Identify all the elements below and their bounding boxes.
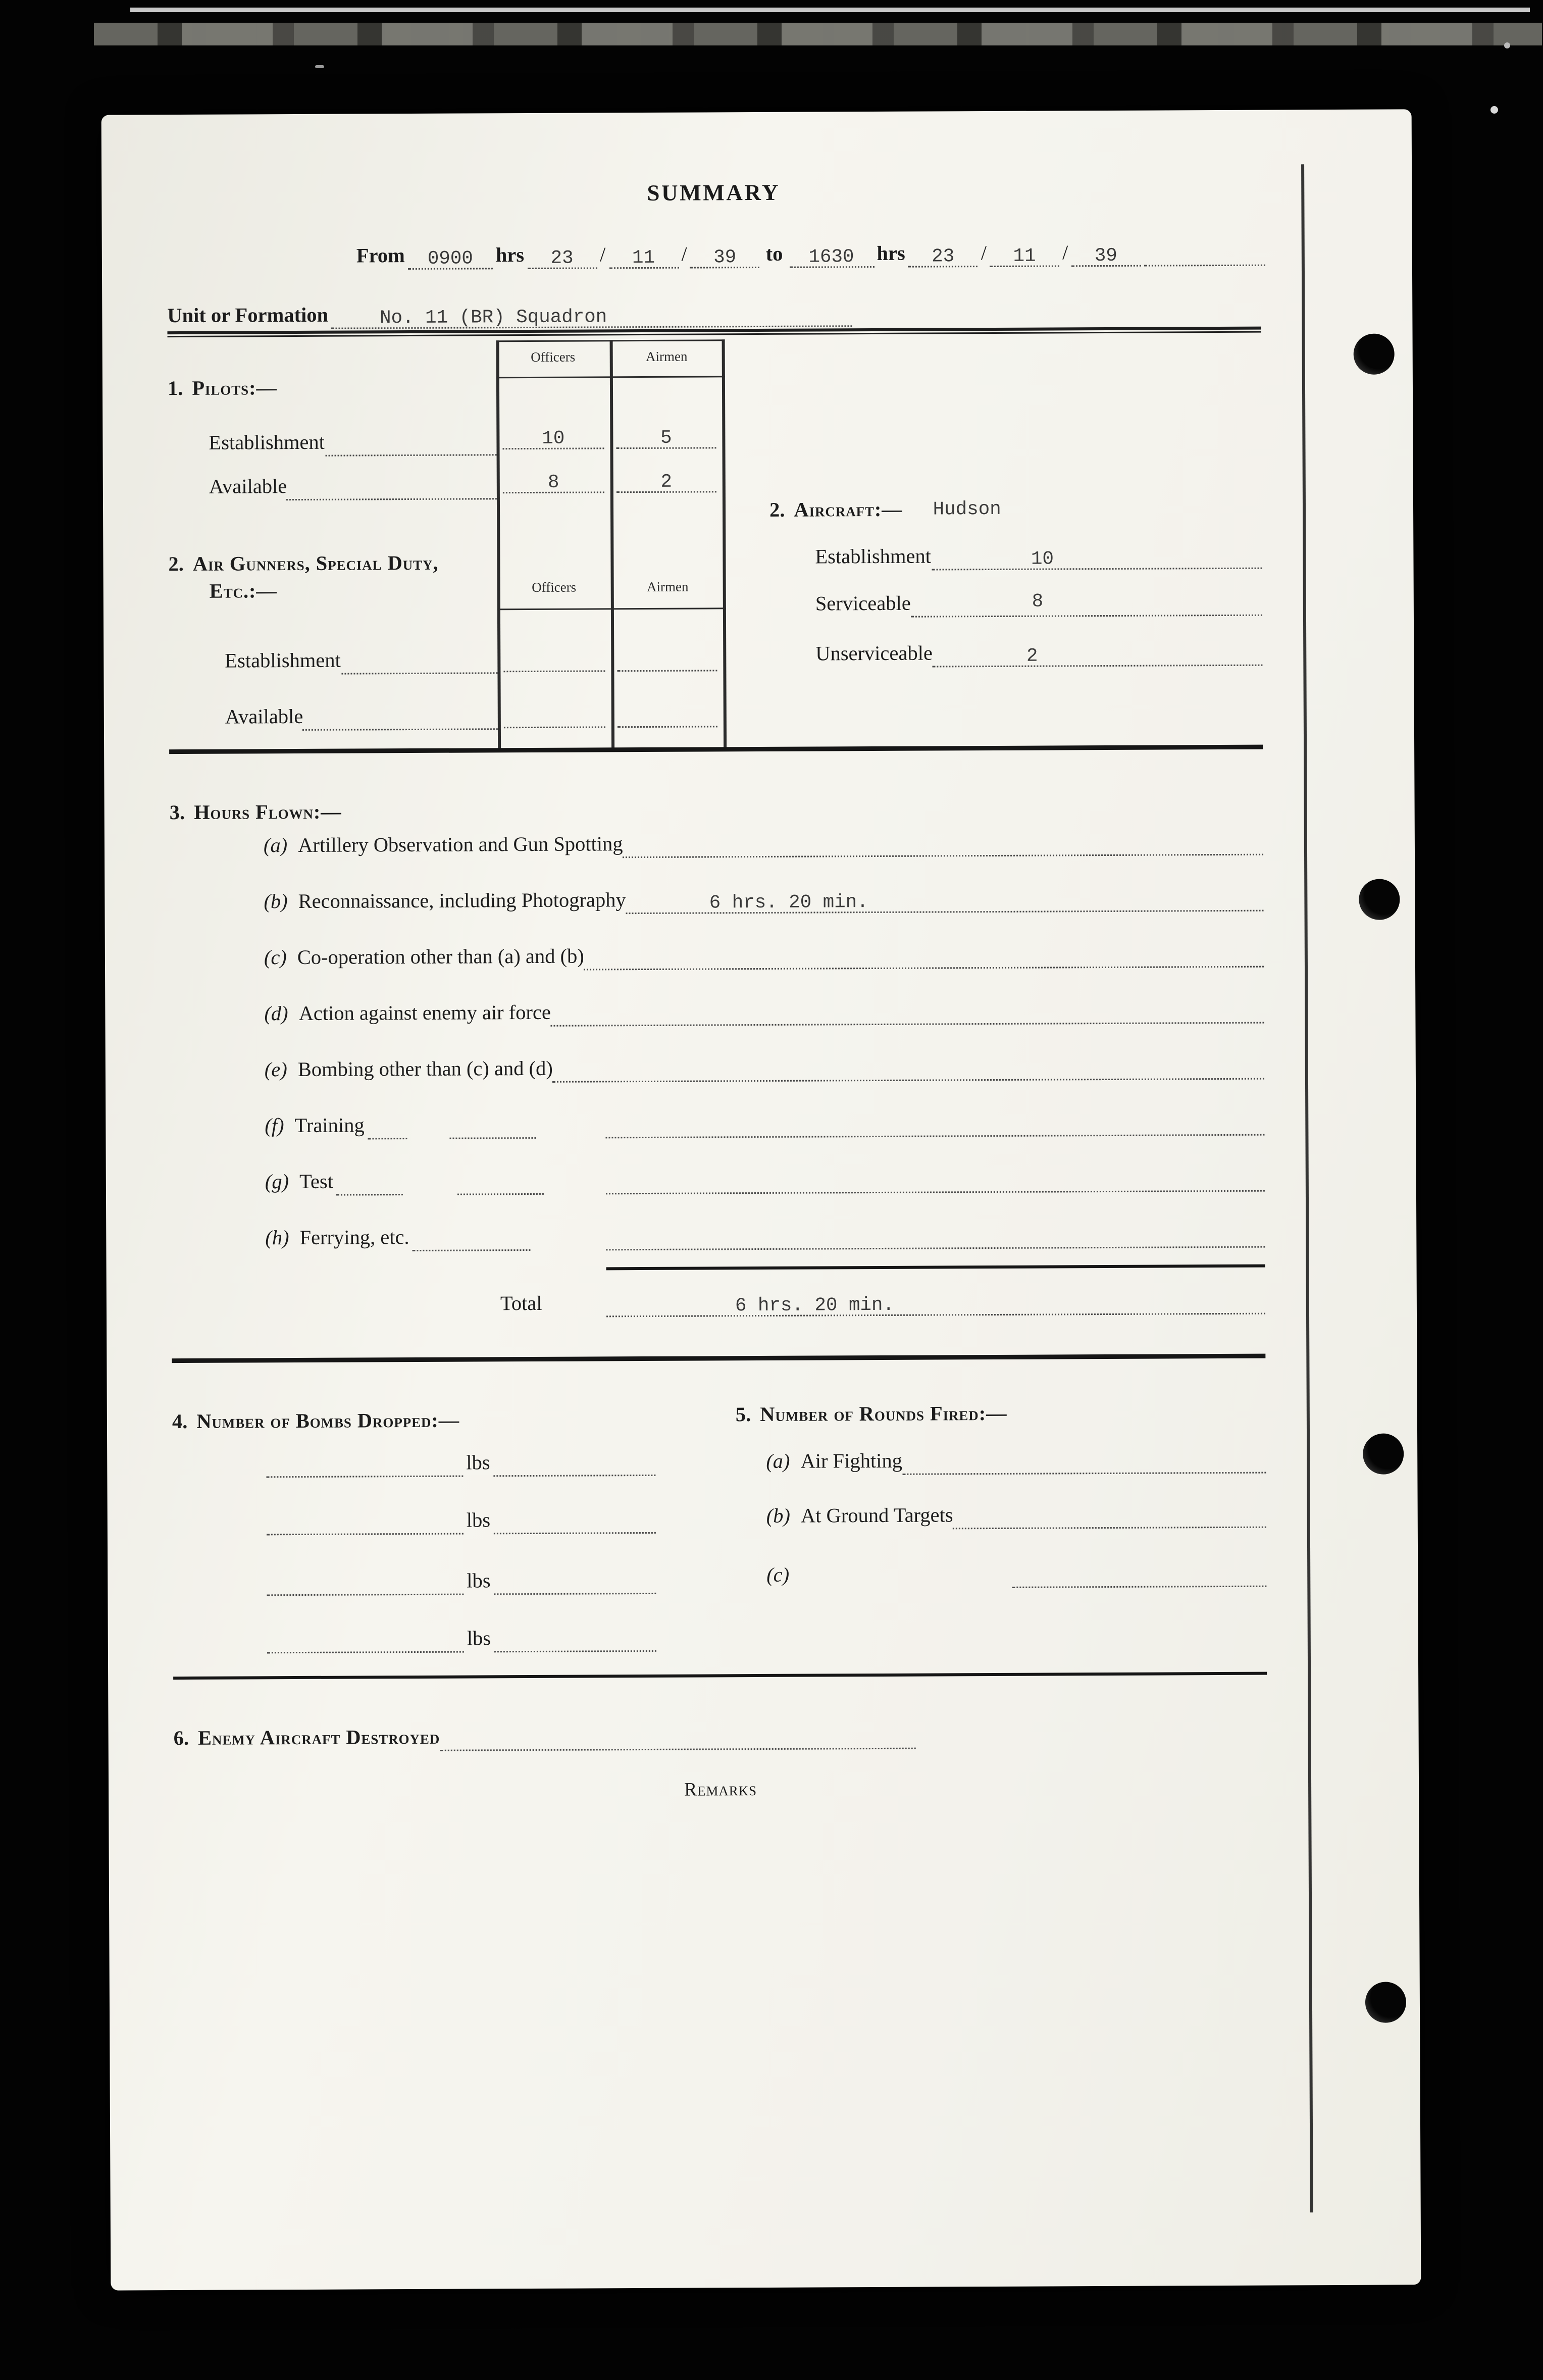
cell-dotted-field — [503, 470, 604, 493]
item-key: (e) — [264, 1058, 287, 1081]
dotted-leader — [287, 477, 497, 500]
unit-line — [167, 299, 852, 330]
gunners-available-row — [225, 702, 498, 731]
cell-dotted-field — [504, 705, 605, 728]
hours-flown-row-e — [265, 1052, 1264, 1084]
total-value: 6 hrs. 20 min. — [735, 1294, 895, 1317]
dotted-segment — [336, 1173, 403, 1196]
to-year-value: 39 — [1094, 245, 1117, 267]
cell-dotted-field — [617, 648, 717, 672]
table-vline — [722, 339, 726, 750]
pilots-establishment-airmen-cell — [616, 424, 716, 449]
dotted-leader — [494, 1572, 656, 1595]
to-day-field — [908, 244, 978, 268]
slash: / — [981, 241, 987, 265]
hours-flown-row-f — [265, 1108, 1264, 1140]
scan-speck — [1504, 42, 1510, 48]
dotted-leader — [267, 1573, 464, 1596]
bombs-row — [267, 1506, 656, 1535]
hours-flown-row-c — [264, 940, 1264, 972]
unit-label: Unit or Formation — [167, 303, 329, 327]
dotted-leader — [584, 945, 1264, 971]
total-label: Total — [500, 1291, 542, 1315]
section-number: 2. — [168, 552, 184, 576]
hours-flown-row-b — [264, 884, 1263, 916]
item-key: (b) — [766, 1504, 791, 1527]
dotted-leader — [953, 1505, 1266, 1530]
from-month-field — [608, 246, 678, 269]
dotted-leader — [266, 1454, 463, 1478]
dotted-leader — [440, 1727, 916, 1751]
hours-flown-heading — [170, 799, 342, 827]
pilots-available-officers-cell — [503, 469, 604, 493]
unit-value: No. 11 (BR) Squadron — [380, 307, 607, 329]
dotted-leader — [606, 1225, 1265, 1251]
scan-speck — [315, 65, 324, 68]
row-label: Establishment — [815, 544, 932, 568]
item-label: Air Fighting — [800, 1449, 903, 1473]
item-key: (a) — [263, 834, 288, 857]
row-lead — [265, 1167, 606, 1196]
to-day-value: 23 — [932, 246, 955, 268]
section-divider-rule — [173, 1672, 1267, 1680]
hrs-label: hrs — [495, 243, 525, 267]
dotted-segment — [457, 1172, 544, 1195]
item-key: (b) — [264, 890, 288, 913]
dotted-leader — [911, 593, 1262, 618]
row-label: Available — [209, 475, 287, 498]
dotted-leader — [341, 651, 498, 674]
scan-artifact-band — [94, 23, 1542, 45]
airmen-column-header: Airmen — [645, 348, 688, 364]
item-key: (h) — [265, 1226, 289, 1249]
airmen-column-header-2: Airmen — [646, 579, 689, 594]
pilots-available-officers-value: 8 — [547, 472, 559, 493]
section-number: 3. — [169, 800, 185, 824]
to-time-field — [789, 245, 873, 268]
section-heading-continued: Etc.:— — [209, 579, 277, 602]
slash: / — [600, 243, 606, 266]
row-label: Enemy Aircraft Destroyed — [197, 1725, 440, 1749]
dotted-leader — [553, 1057, 1264, 1083]
section-heading: Aircraft:— — [794, 497, 903, 521]
section-number: 2. — [769, 498, 785, 521]
section-number: 4. — [172, 1409, 188, 1433]
dotted-segment — [368, 1117, 407, 1139]
binding-fold-line — [1301, 164, 1313, 2212]
section-heading: Number of Bombs Dropped:— — [196, 1408, 460, 1433]
form-title: SUMMARY — [647, 181, 781, 207]
section-heading: Hours Flown:— — [193, 800, 342, 824]
dotted-leader — [1144, 243, 1265, 267]
hours-flown-row-d — [264, 996, 1264, 1028]
lbs-label: lbs — [467, 1569, 491, 1592]
pilots-available-airmen-cell — [616, 468, 716, 493]
dotted-leader — [267, 1512, 464, 1536]
officers-column-header: Officers — [531, 349, 576, 365]
aircraft-serviceable-row — [815, 589, 1262, 618]
section-number: 6. — [173, 1726, 189, 1750]
bombs-row — [267, 1625, 656, 1653]
cell-dotted-field — [616, 426, 716, 449]
dotted-leader — [626, 889, 1264, 915]
dotted-leader — [303, 707, 498, 731]
item-label: Bombing other than (c) and (d) — [297, 1056, 553, 1081]
dotted-leader — [551, 1001, 1264, 1027]
aircraft-heading — [769, 496, 1001, 524]
pilots-available-airmen-value: 2 — [660, 471, 673, 493]
item-label: Co-operation other than (a) and (b) — [297, 944, 584, 969]
slash: / — [1062, 241, 1068, 264]
rounds-row-c — [766, 1560, 1266, 1589]
row-lead — [265, 1223, 606, 1252]
from-day-field — [527, 246, 597, 269]
gunners-establishment-airmen-cell — [617, 647, 717, 672]
hours-flown-row-a — [264, 828, 1263, 860]
item-key: (g) — [265, 1170, 289, 1193]
hours-flown-row-g — [265, 1164, 1265, 1196]
row-label: Establishment — [209, 430, 325, 454]
section-divider-rule — [172, 1354, 1265, 1363]
from-label: From — [356, 244, 405, 267]
item-label: Action against enemy air force — [298, 1000, 551, 1025]
rounds-row-b — [766, 1501, 1266, 1530]
section-heading: Air Gunners, Special Duty, — [192, 551, 439, 575]
from-year-value: 39 — [713, 247, 737, 269]
gunners-available-airmen-cell — [618, 703, 717, 728]
dotted-leader — [931, 546, 1262, 571]
item-value: 6 hrs. 20 min. — [709, 892, 868, 914]
bombs-row — [266, 1449, 655, 1478]
scan-speck — [1490, 106, 1498, 114]
aircraft-establishment-value: 10 — [1031, 548, 1054, 570]
from-month-value: 11 — [632, 247, 655, 269]
section-heading: Number of Rounds Fired:— — [760, 1401, 1007, 1426]
item-label: At Ground Targets — [800, 1503, 953, 1527]
lbs-label: lbs — [467, 1627, 491, 1650]
bombs-row — [267, 1567, 656, 1596]
table-vline — [610, 340, 614, 750]
to-year-field — [1071, 244, 1141, 267]
dotted-leader — [606, 1169, 1265, 1195]
aircraft-establishment-row — [815, 542, 1262, 571]
dotted-leader — [493, 1511, 656, 1534]
form-page — [101, 109, 1421, 2290]
dotted-leader — [623, 833, 1263, 858]
punch-hole — [1363, 1433, 1404, 1474]
gunners-available-officers-cell — [504, 703, 605, 728]
cell-dotted-field — [616, 470, 716, 493]
slash: / — [681, 242, 687, 266]
dotted-leader — [494, 1629, 656, 1652]
from-year-field — [690, 245, 760, 269]
air-gunners-heading-line2 — [210, 578, 277, 605]
punch-hole — [1354, 334, 1395, 375]
gunners-establishment-row — [225, 646, 497, 675]
to-label: to — [765, 242, 783, 265]
item-label: Test — [299, 1170, 334, 1193]
dotted-leader — [325, 433, 497, 456]
punch-hole — [1365, 1982, 1406, 2022]
hrs-label: hrs — [877, 241, 905, 265]
section-heading: Pilots:— — [192, 376, 277, 399]
item-label: Artillery Observation and Gun Spotting — [298, 832, 623, 856]
row-label: Establishment — [225, 648, 341, 672]
from-time-field — [408, 246, 493, 270]
from-day-value: 23 — [550, 247, 574, 269]
total-sum-line — [606, 1264, 1265, 1270]
dotted-leader — [933, 643, 1263, 668]
cell-dotted-field — [618, 704, 717, 728]
dotted-leader — [605, 1113, 1264, 1139]
personnel-table — [496, 339, 727, 751]
row-lead — [265, 1111, 605, 1140]
remarks-heading: Remarks — [684, 1779, 757, 1800]
row-label: Unserviceable — [815, 641, 933, 665]
pilots-establishment-officers-value: 10 — [542, 428, 565, 449]
pilots-establishment-officers-cell — [502, 425, 604, 449]
from-time-value: 0900 — [427, 248, 473, 270]
dotted-segment — [413, 1228, 531, 1251]
blank-spacer — [800, 1588, 1012, 1589]
lbs-label: lbs — [466, 1508, 491, 1532]
cell-dotted-field — [503, 649, 605, 672]
rounds-heading — [736, 1400, 1007, 1429]
row-label: Available — [225, 704, 303, 728]
section-number: 1. — [167, 376, 183, 400]
pilots-establishment-row — [209, 428, 496, 457]
unit-field — [331, 304, 852, 329]
dotted-leader — [902, 1451, 1266, 1475]
aircraft-unserviceable-value: 2 — [1026, 645, 1038, 667]
to-time-value: 1630 — [808, 246, 854, 268]
scan-artifact-line — [130, 8, 1530, 12]
item-key: (c) — [766, 1563, 790, 1586]
dotted-leader — [1012, 1564, 1266, 1588]
dotted-leader — [267, 1630, 464, 1654]
pilots-heading — [168, 375, 277, 402]
section-number: 5. — [735, 1403, 751, 1426]
cell-dotted-field — [502, 426, 604, 449]
aircraft-type-value: Hudson — [933, 498, 1001, 521]
hours-flown-total-row — [500, 1287, 1265, 1318]
officers-column-header-2: Officers — [532, 579, 577, 595]
punch-hole — [1359, 879, 1400, 920]
from-to-line — [356, 239, 1265, 270]
aircraft-unserviceable-row — [815, 639, 1262, 668]
item-key: (a) — [766, 1449, 790, 1473]
pilots-available-row — [209, 472, 497, 500]
enemy-aircraft-row — [174, 1722, 916, 1752]
rounds-row-a — [766, 1446, 1266, 1476]
item-label: Training — [294, 1113, 365, 1137]
row-label: Serviceable — [815, 591, 911, 615]
to-month-value: 11 — [1013, 245, 1036, 267]
pilots-establishment-airmen-value: 5 — [660, 427, 672, 449]
item-label: Ferrying, etc. — [299, 1226, 409, 1249]
hours-flown-row-h — [265, 1221, 1265, 1252]
aircraft-serviceable-value: 8 — [1032, 591, 1044, 613]
to-month-field — [990, 244, 1059, 267]
dotted-leader — [493, 1453, 655, 1477]
table-vline — [496, 340, 500, 751]
item-key: (f) — [265, 1114, 284, 1137]
item-label: Reconnaissance, including Photography — [298, 888, 626, 913]
air-gunners-heading — [168, 550, 438, 578]
lbs-label: lbs — [466, 1451, 490, 1474]
gunners-establishment-officers-cell — [503, 647, 605, 672]
item-key: (c) — [264, 946, 287, 969]
item-key: (d) — [264, 1002, 288, 1025]
bombs-heading — [172, 1407, 459, 1436]
dotted-leader — [606, 1292, 1265, 1318]
dotted-segment — [449, 1116, 536, 1139]
